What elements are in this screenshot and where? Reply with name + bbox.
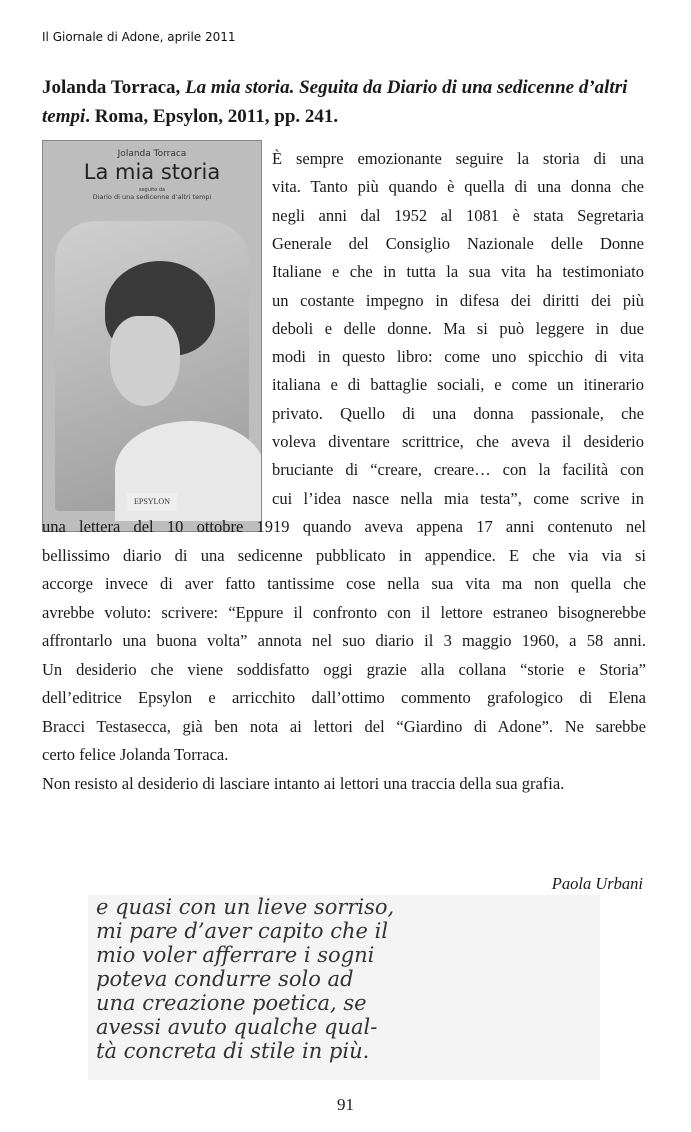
body-line xyxy=(42,513,646,541)
body-line xyxy=(42,627,646,655)
body-line xyxy=(272,145,644,173)
body-line xyxy=(42,770,646,798)
body-line xyxy=(42,713,646,741)
handwriting-line: mi pare d’aver capito che il xyxy=(96,919,389,943)
title-author: Jolanda Torraca, xyxy=(42,77,181,98)
body-line-text: avrebbe voluto: scrivere: “Eppure il confronto con il lettore estraneo bisognerebbe xyxy=(42,602,646,622)
handwriting-line: tà concreta di stile in più. xyxy=(96,1039,370,1063)
review-title xyxy=(42,73,650,131)
body-line-text: Un desiderio che viene soddisfatto oggi grazie alla collana “storie e Storia” xyxy=(42,659,646,679)
body-line-text: Generale del Consiglio Nazionale delle Donne xyxy=(272,233,644,253)
handwriting-line: e quasi con un lieve sorriso, xyxy=(96,895,395,919)
body-line xyxy=(272,315,644,343)
body-line-text: voleva diventare scrittrice, che aveva il desiderio xyxy=(272,432,644,451)
body-line xyxy=(272,428,644,456)
body-line-text: vita. Tanto più quando è quella di una donna che xyxy=(272,177,644,197)
body-line-text: deboli e delle donne. Ma si può leggere in due xyxy=(272,318,644,338)
body-line-text: cui l’idea nasce nella mia testa”, come scrive in xyxy=(272,488,644,508)
handwriting-line: poteva condurre solo ad xyxy=(96,967,354,991)
body-line xyxy=(272,343,644,371)
running-header: Il Giornale di Adone, aprile 2011 xyxy=(42,30,236,44)
body-line xyxy=(42,570,646,598)
book-cover-image xyxy=(42,140,262,532)
body-line xyxy=(272,287,644,315)
body-line xyxy=(272,456,644,484)
body-line xyxy=(272,202,644,230)
body-line-text: modi in questo libro: come uno spicchio di vita xyxy=(272,347,644,367)
body-line-text: una lettera del 10 ottobre 1919 quando aveva appena 17 anni contenuto nel xyxy=(42,517,646,536)
body-line-text: certo felice Jolanda Torraca. xyxy=(42,745,229,764)
body-line xyxy=(272,230,644,258)
body-line xyxy=(42,542,646,570)
body-line xyxy=(272,173,644,201)
body-line-text: negli anni dal 1952 al 1081 è stata Segretaria xyxy=(272,205,644,225)
body-line-text: affrontarlo una buona volta” annota nel suo diario il 3 maggio 1960, a 58 anni. xyxy=(42,631,646,650)
body-line xyxy=(42,741,646,769)
handwriting-line: una creazione poetica, se xyxy=(96,991,367,1015)
body-line xyxy=(42,684,646,712)
body-line xyxy=(42,599,646,627)
body-line-text: Bracci Testasecca, già ben nota ai lettori del “Giardino di Adone”. Ne sarebbe xyxy=(42,716,646,736)
page-number: 91 xyxy=(337,1095,354,1114)
body-line-text: accorge invece di aver fatto tantissime cose nella sua vita ma non quella che xyxy=(42,574,646,593)
handwriting-line: avessi avuto qualche qual- xyxy=(96,1015,378,1039)
title-work: La mia storia. Seguita da Diario di una sedicenne d’altri tempi xyxy=(42,77,628,127)
title-publication: . Roma, Epsylon, 2011, pp. 241. xyxy=(85,106,339,127)
body-line xyxy=(272,371,644,399)
portrait-photo xyxy=(55,221,249,511)
cover-title: La mia storia xyxy=(83,160,221,184)
body-line-text: Non resisto al desiderio di lasciare intanto ai lettori una traccia della sua grafia. xyxy=(42,773,565,793)
cover-author: Jolanda Torraca xyxy=(117,149,187,159)
publisher-logo: EPSYLON xyxy=(127,493,177,511)
body-line-text: bellissimo diario di una sedicenne pubblicato in appendice. E che via via si xyxy=(42,545,646,565)
body-line-text: italiana e di battaglie sociali, e come un itinerario xyxy=(272,375,644,395)
handwriting-sample xyxy=(88,895,600,1080)
portrait-face xyxy=(110,316,180,406)
handwriting-line: mio voler afferrare i sogni xyxy=(96,943,375,967)
author-signature: Paola Urbani xyxy=(551,874,643,893)
body-line-text: È sempre emozionante seguire la storia di una xyxy=(272,149,644,168)
cover-seguito: seguito da xyxy=(138,187,166,193)
body-line xyxy=(272,485,644,513)
body-line-text: privato. Quello di una donna passionale, che xyxy=(272,403,644,423)
body-line xyxy=(272,258,644,286)
cover-subtitle: Diario di una sedicenne d’altri tempi xyxy=(92,193,212,201)
body-line-text: bruciante di “creare, creare… con la facilità con xyxy=(272,460,644,480)
body-line xyxy=(42,656,646,684)
body-line-text: un costante impegno in difesa dei diritti dei più xyxy=(272,290,644,310)
body-line xyxy=(272,400,644,428)
body-line-text: Italiane e che in tutta la sua vita ha testimoniato xyxy=(272,262,644,282)
body-line-text: dell’editrice Epsylon e arricchito dall’ottimo commento grafologico di Elena xyxy=(42,688,646,707)
